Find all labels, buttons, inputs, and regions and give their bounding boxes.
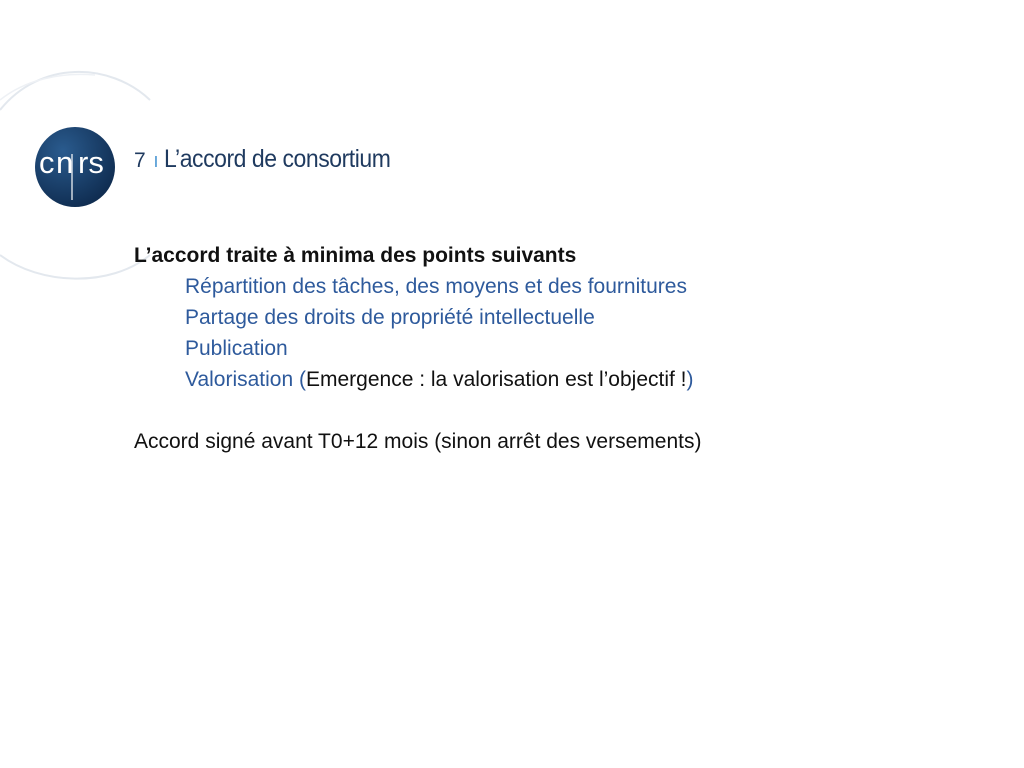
- valorisation-label: Valorisation (: [185, 368, 306, 391]
- list-item: Répartition des tâches, des moyens et des fournitures: [185, 275, 687, 298]
- intro-heading: L’accord traite à minima des points suivants: [134, 244, 577, 267]
- cnrs-logo: [34, 126, 116, 208]
- logo-letters-rs: rs: [78, 145, 104, 180]
- slide-number: 7: [134, 149, 146, 172]
- slide-body: [134, 240, 994, 457]
- logo-letter-c: c: [39, 145, 55, 180]
- signature-note: Accord signé avant T0+12 mois (sinon arrêt des versements): [134, 430, 702, 453]
- header-separator: I: [153, 154, 159, 171]
- list-item-valorisation: [185, 364, 994, 395]
- points-list: [134, 271, 994, 395]
- list-item: Publication: [185, 337, 288, 360]
- valorisation-emphasis: Emergence : la valorisation est l’objectif !: [306, 368, 687, 391]
- logo-letter-n: n: [56, 145, 74, 180]
- valorisation-close: ): [686, 368, 694, 391]
- slide-header: [134, 145, 410, 185]
- list-item: Partage des droits de propriété intellectuelle: [185, 306, 595, 329]
- slide-title: L’accord de consortium: [164, 145, 391, 173]
